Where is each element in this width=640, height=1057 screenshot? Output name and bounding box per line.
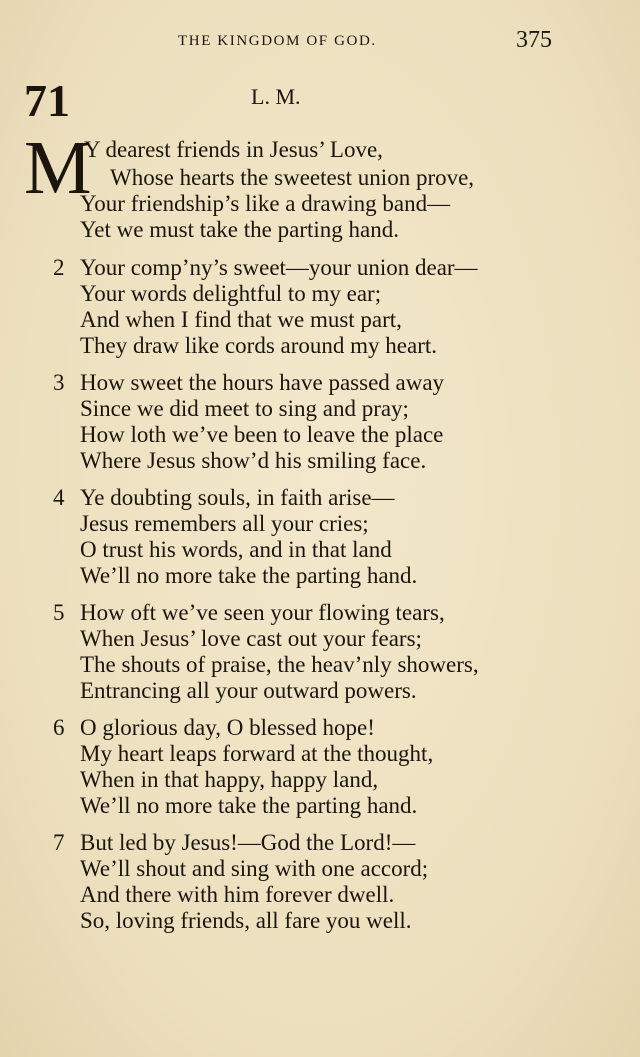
- verse-number: 6: [53, 715, 65, 740]
- verse-7-line-2: We’ll shout and sing with one accord;: [80, 856, 429, 881]
- verse-5-line-4: Entrancing all your outward powers.: [80, 678, 417, 703]
- verse-4-line-4: We’ll no more take the parting hand.: [80, 563, 418, 588]
- verse-6-line-3: When in that happy, happy land,: [80, 767, 379, 792]
- verse-7-line-4: So, loving friends, all fare you well.: [80, 908, 412, 933]
- verse-2-line-2: Your words delightful to my ear;: [80, 281, 382, 306]
- verse-3-line-3: How loth we’ve been to leave the place: [80, 422, 444, 447]
- verse-7-line-3: And there with him forever dwell.: [80, 882, 395, 907]
- verse-6-line-4: We’ll no more take the parting hand.: [80, 793, 418, 818]
- verse-number: 5: [53, 600, 65, 625]
- verse-1-line-2: Whose hearts the sweetest union prove,: [110, 165, 475, 190]
- verse-1-line-3: Your friendship’s like a drawing band—: [80, 191, 451, 216]
- verse-6-line-1: O glorious day, O blessed hope!: [80, 715, 375, 740]
- verse-number: 3: [53, 370, 65, 395]
- verse-3-line-1: How sweet the hours have passed away: [80, 370, 445, 395]
- verse-number: 4: [53, 485, 65, 510]
- verse-7-line-1: But led by Jesus!—God the Lord!—: [80, 830, 416, 855]
- verse-4-line-2: Jesus remembers all your cries;: [80, 511, 369, 536]
- hymn-meter: L. M.: [251, 84, 301, 109]
- verse-3-line-4: Where Jesus show’d his smiling face.: [80, 448, 427, 473]
- verse-2-line-4: They draw like cords around my heart.: [80, 333, 438, 358]
- drop-cap: M: [24, 126, 92, 210]
- running-title: THE KINGDOM OF GOD.: [178, 33, 377, 49]
- verse-5-line-3: The shouts of praise, the heav’nly showers,: [80, 652, 479, 677]
- hymn-number: 71: [24, 75, 70, 126]
- verse-3-line-2: Since we did meet to sing and pray;: [80, 396, 409, 421]
- verse-5-line-1: How oft we’ve seen your flowing tears,: [80, 600, 445, 625]
- verse-number: 2: [53, 255, 65, 280]
- verse-5-line-2: When Jesus’ love cast out your fears;: [80, 626, 422, 651]
- verse-4-line-3: O trust his words, and in that land: [80, 537, 392, 562]
- verse-6-line-2: My heart leaps forward at the thought,: [80, 741, 434, 766]
- verse-1-line-4: Yet we must take the parting hand.: [80, 217, 399, 242]
- verse-number: 7: [53, 830, 65, 855]
- page-number: 375: [516, 27, 552, 53]
- verse-4-line-1: Ye doubting souls, in faith arise—: [80, 485, 395, 510]
- verse-2-line-3: And when I find that we must part,: [80, 307, 402, 332]
- verse-2-line-1: Your comp’ny’s sweet—your union dear—: [80, 255, 478, 280]
- verse-1-line-1: Y dearest friends in Jesus’ Love,: [84, 137, 383, 162]
